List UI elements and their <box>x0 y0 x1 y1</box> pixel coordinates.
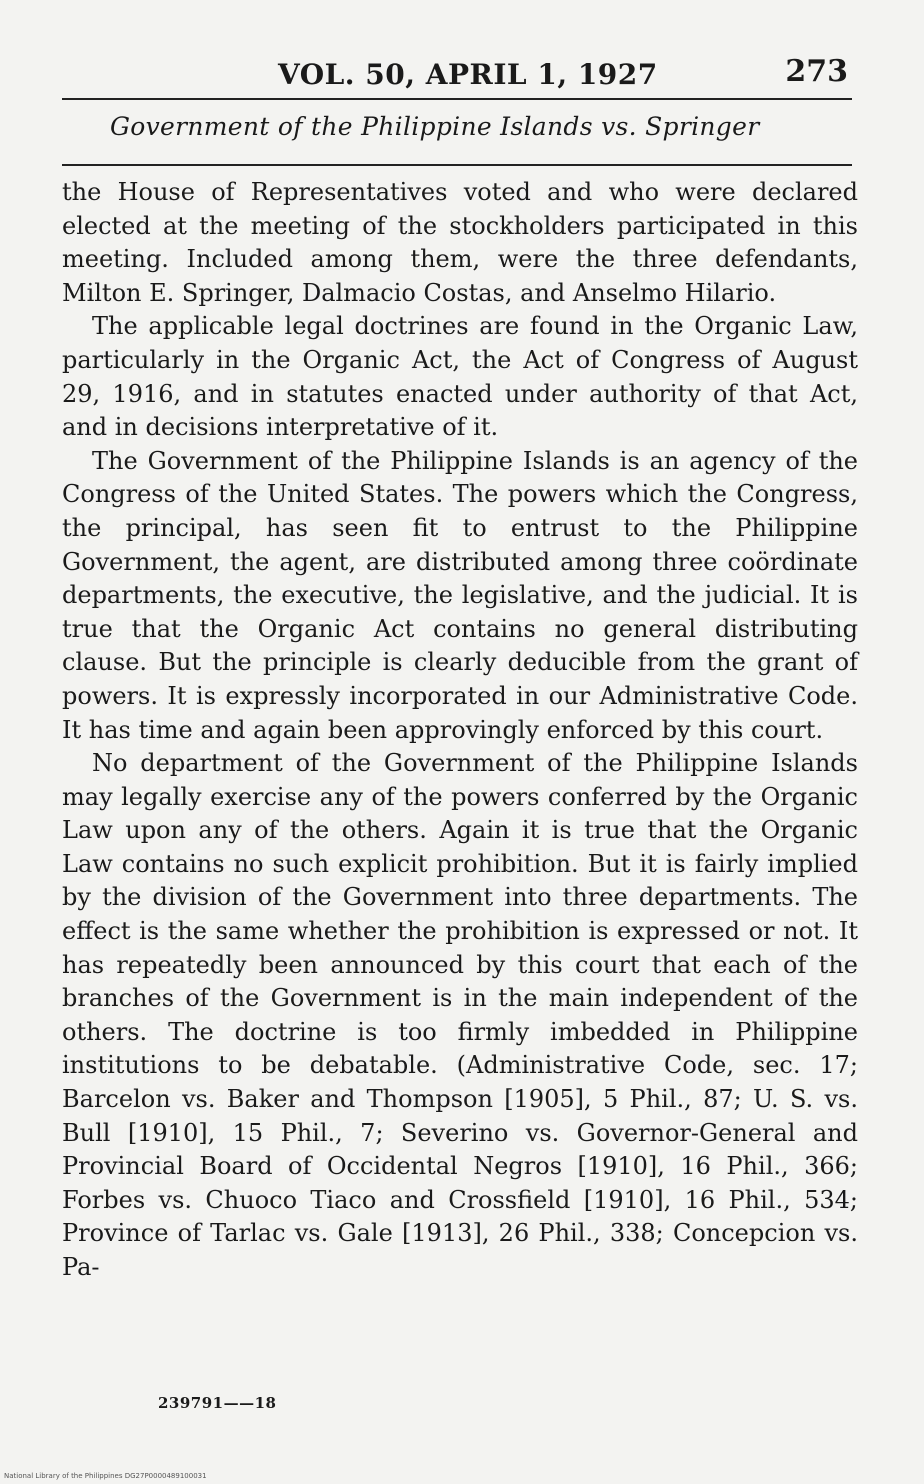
paragraph: The Government of the Philippine Islands is an agency of the Congress of the United States. The powers which the Congress, the principal, has seen fit to entrust to the Philippine Government, the agent, are distributed among three coördinate departments, the executive, the legislative, and the judicial. It is true that the Organic Act contains no general distributing clause. But the principle is clearly deducible from the grant of powers. It is expressly incorporated in our Administrative Code. It has time and again been approvingly enforced by this court. <box>62 446 858 744</box>
body-text <box>62 176 858 1285</box>
page-number: 273 <box>785 54 848 89</box>
header-rule-top <box>62 98 852 100</box>
paragraph: the House of Representatives voted and who were declared elected at the meeting of the stockholders participated in this meeting. Included among them, were the three defendants, Milton E. Springer, Dalmacio Costas, and Anselmo Hilario. <box>62 178 858 307</box>
paragraph: The applicable legal doctrines are found in the Organic Law, particularly in the Organic Act, the Act of Congress of August 29, 1916, and in statutes enacted under authority of that Act, and in decisions interpretative of it. <box>62 312 858 442</box>
running-title: Government of the Philippine Islands vs. Springer <box>110 112 760 141</box>
signature-mark: 239791——18 <box>158 1394 277 1412</box>
header-rule-bottom <box>62 164 852 166</box>
volume-date: VOL. 50, APRIL 1, 1927 <box>278 58 658 91</box>
library-footer: National Library of the Philippines DG27P0000489100031 <box>4 1472 207 1480</box>
paragraph: No department of the Government of the Philippine Islands may legally exercise any of the powers conferred by the Organic Law upon any of the others. Again it is true that the Organic Law contains no such explicit prohibition. But it is fairly implied by the division of the Government into three departments. The effect is the same whether the prohibition is expressed or not. It has repeatedly been announced by this court that each of the branches of the Government is in the main independent of the others. The doctrine is too firmly imbedded in Philippine institutions to be debatable. (Administrative Code, sec. 17; Barcelon vs. Baker and Thompson [1905], 5 Phil., 87; U. S. vs. Bull [1910], 15 Phil., 7; Severino vs. Governor-General and Provincial Board of Occidental Negros [1910], 16 Phil., 366; Forbes vs. Chuoco Tiaco and Crossfield [1910], 16 Phil., 534; Province of Tarlac vs. Gale [1913], 26 Phil., 338; Concepcion vs. Pa- <box>62 749 858 1281</box>
page-header <box>60 52 860 100</box>
